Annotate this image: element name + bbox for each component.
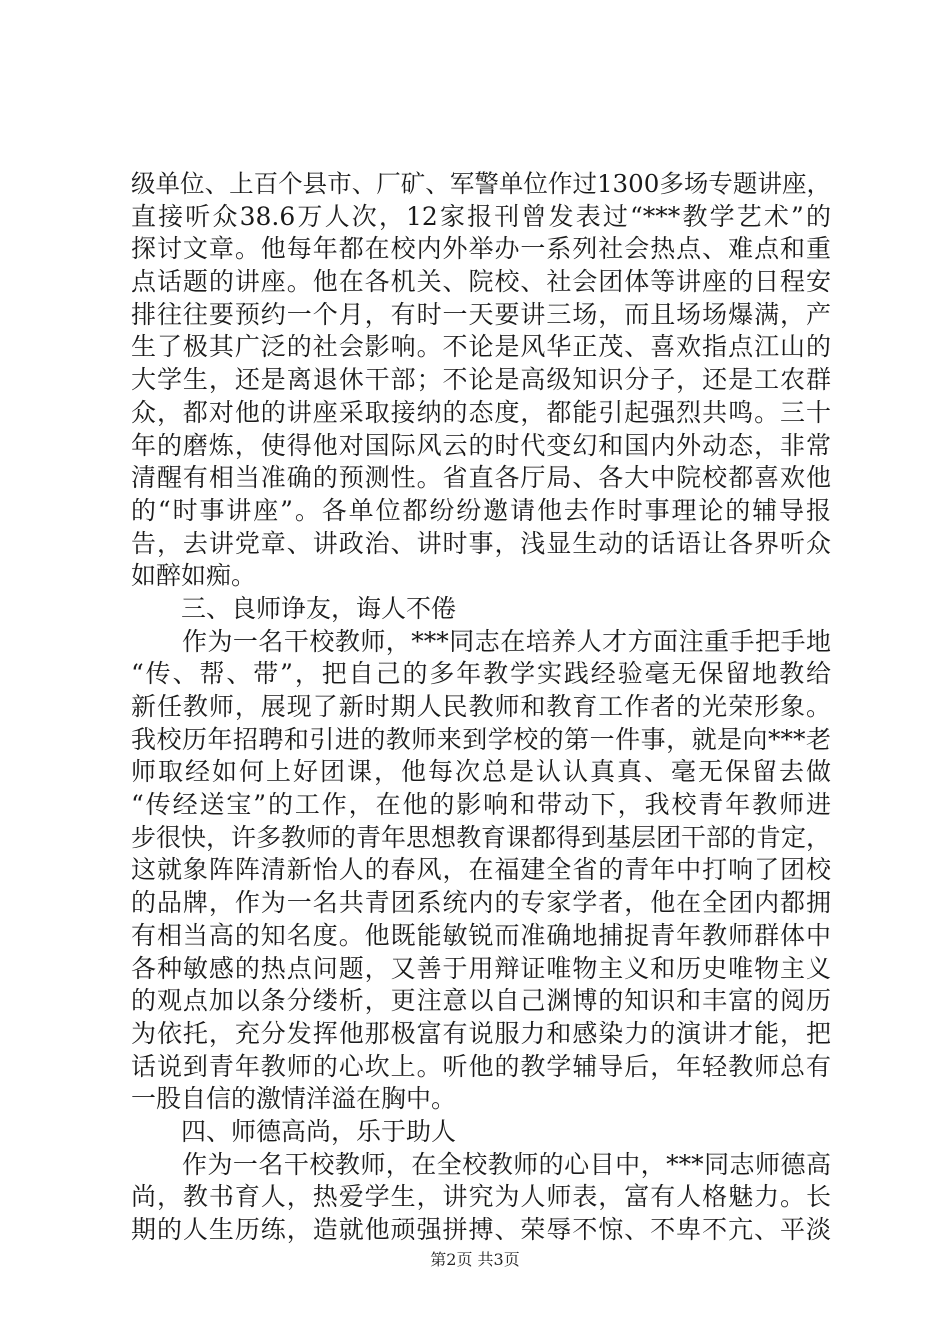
text-line: 大学生，还是离退休干部；不论是高级知识分子，还是工农群 [131, 365, 831, 395]
text-line: 年的磨炼，使得他对国际风云的时代变幻和国内外动态，非常 [131, 430, 831, 460]
text-line: 步很快，许多教师的青年思想教育课都得到基层团干部的肯定， [131, 822, 832, 852]
text-line: 一股自信的激情洋溢在胸中。 [131, 1084, 457, 1114]
text-line: 有相当高的知名度。他既能敏锐而准确地捕捉青年教师群体中 [131, 920, 831, 950]
text-line: 级单位、上百个县市、厂矿、军警单位作过1300多场专题讲座， [131, 169, 831, 198]
text-line: 的“时事讲座”。各单位都纷纷邀请他去作时事理论的辅导报 [131, 495, 831, 525]
text-line: 我校历年招聘和引进的教师来到学校的第一件事，就是向***老 [131, 724, 831, 754]
text-line: 作为一名干校教师，***同志在培养人才方面注重手把手地 [131, 626, 831, 656]
document-body [131, 168, 831, 1247]
text-line: 师取经如何上好团课，他每次总是认认真真、毫无保留去做 [131, 757, 831, 787]
text-line: 期的人生历练，造就他顽强拼搏、荣辱不惊、不卑不亢、平淡 [131, 1215, 831, 1244]
text-line: 尚，教书育人，热爱学生，讲究为人师表，富有人格魅力。长 [131, 1182, 831, 1212]
text-line: 为依托，充分发挥他那极富有说服力和感染力的演讲才能，把 [131, 1018, 831, 1048]
text-line: 生了极其广泛的社会影响。不论是风华正茂、喜欢指点江山的 [131, 332, 831, 362]
text-line: 排往往要预约一个月，有时一天要讲三场，而且场场爆满，产 [131, 299, 831, 329]
text-line: 新任教师，展现了新时期人民教师和教育工作者的光荣形象。 [131, 692, 831, 721]
text-line: 的品牌，作为一名共青团系统内的专家学者，他在全团内都拥 [131, 888, 831, 918]
text-line: 点话题的讲座。他在各机关、院校、社会团体等讲座的日程安 [131, 267, 831, 297]
text-line: 清醒有相当准确的预测性。省直各厅局、各大中院校都喜欢他 [131, 463, 831, 493]
text-line: 这就象阵阵清新怡人的春风，在福建全省的青年中打响了团校 [131, 855, 831, 885]
text-line: 的观点加以条分缕析，更注意以自己渊博的知识和丰富的阅历 [131, 986, 831, 1016]
text-line: 话说到青年教师的心坎上。听他的教学辅导后，年轻教师总有 [131, 1051, 831, 1081]
text-line: 各种敏感的热点问题，又善于用辩证唯物主义和历史唯物主义 [131, 953, 831, 983]
section-heading: 四、师德高尚，乐于助人 [181, 1116, 457, 1146]
text-line: 如醉如痴。 [131, 561, 257, 591]
text-line: 直接听众38.6万人次，12家报刊曾发表过“***教学艺术”的 [131, 201, 831, 231]
text-line: 告，去讲党章、讲政治、讲时事，浅显生动的话语让各界听众 [131, 528, 831, 558]
text-line: “传经送宝”的工作，在他的影响和带动下，我校青年教师进 [131, 790, 831, 820]
text-line: 众，都对他的讲座采取接纳的态度，都能引起强烈共鸣。三十 [131, 397, 831, 427]
text-line: 作为一名干校教师，在全校教师的心目中，***同志师德高 [131, 1149, 831, 1179]
section-heading: 三、良师诤友，诲人不倦 [181, 593, 457, 623]
text-line: “传、帮、带”，把自己的多年教学实践经验毫无保留地教给 [131, 659, 831, 689]
text-line: 探讨文章。他每年都在校内外举办一系列社会热点、难点和重 [131, 234, 831, 264]
page-footer: 第2页 共3页 [430, 1250, 520, 1269]
